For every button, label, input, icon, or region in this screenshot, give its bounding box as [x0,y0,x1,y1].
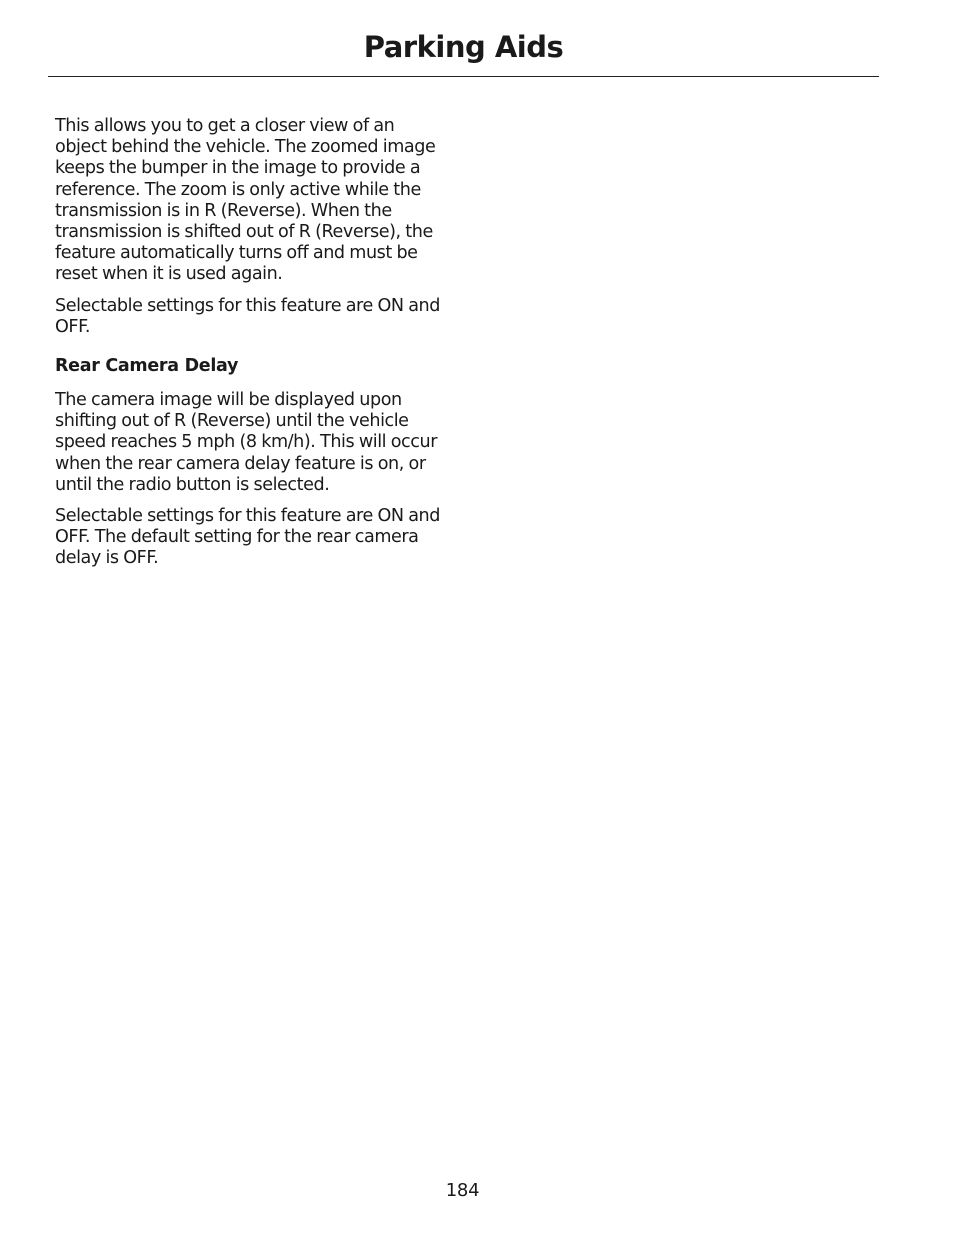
zoom-description-paragraph: This allows you to get a closer view of an object behind the vehicle. The zoomed image keeps the bumper in the image to provide a reference. The zoom is only active while the transmission is in R (Reverse). When the transmission is shifted out of R (Reverse), the feature automatically turns off and must be reset when it is used again. [55,116,436,285]
zoom-settings-paragraph: Selectable settings for this feature are ON and OFF. [55,295,440,337]
page-number: 184 [445,1180,480,1201]
rear-camera-delay-description-paragraph: The camera image will be displayed upon shifting out of R (Reverse) until the vehicle speed reaches 5 mph (8 km/h). This will occur when the rear camera delay feature is on, or until the radio button is selected. [55,390,437,495]
section-heading-rear-camera-delay: Rear Camera Delay [55,356,239,377]
rear-camera-delay-settings-paragraph: Selectable settings for this feature are ON and OFF. The default setting for the rear camera delay is OFF. [55,506,440,569]
main-content [55,116,450,580]
page-title: Parking Aids [363,30,564,64]
page-header [48,0,879,77]
